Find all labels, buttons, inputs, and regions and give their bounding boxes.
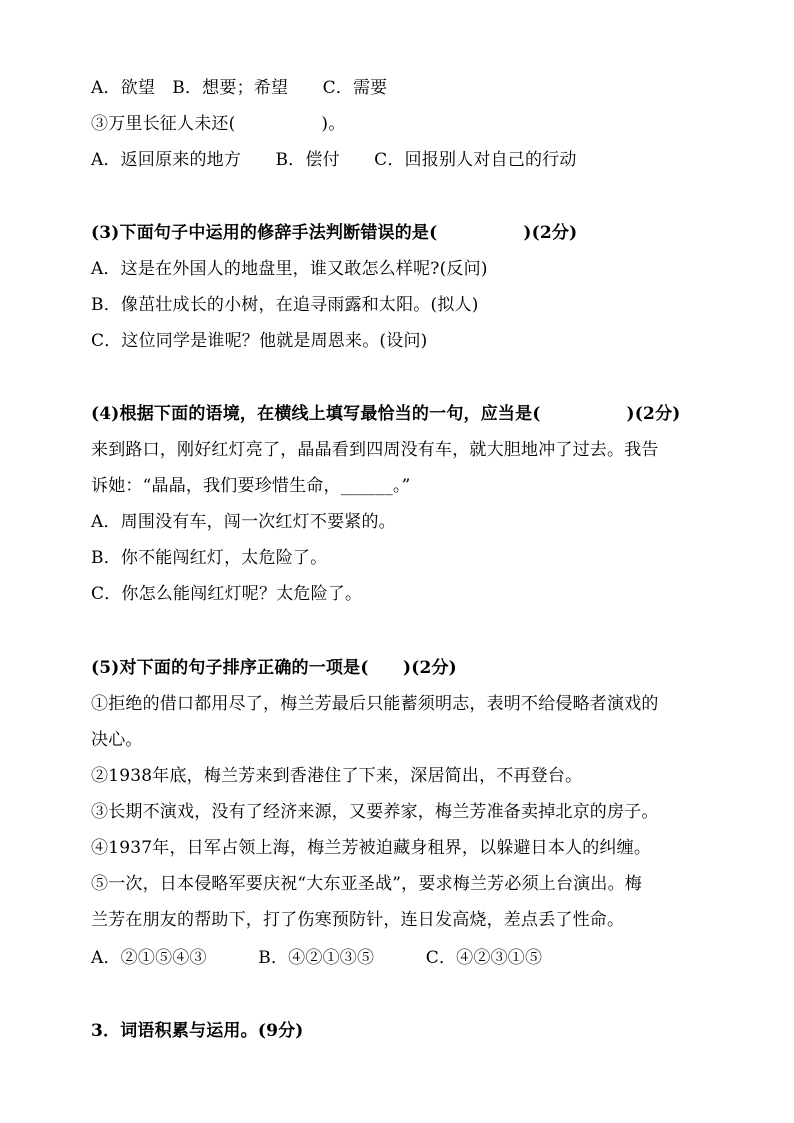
q3-option-b: B．像茁壮成长的小树，在追寻雨露和太阳。(拟人) — [91, 295, 479, 315]
q3-option-a: A．这是在外国人的地盘里，谁又敢怎么样呢?(反问) — [91, 259, 488, 279]
q2-item-3: ③万里长征人未还( )。 — [91, 114, 346, 134]
q4-option-b: B．你不能闯红灯，太危险了。 — [91, 548, 328, 568]
q5-sentence-3: ③长期不演戏，没有了经济来源，又要养家，梅兰芳准备卖掉北京的房子。 — [91, 802, 659, 822]
q4-context-line-2: 诉她：“晶晶，我们要珍惜生命，______。” — [91, 476, 411, 496]
q3-option-c: C．这位同学是谁呢？他就是周恩来。(设问) — [91, 331, 428, 351]
q4-option-c: C．你怎么能闯红灯呢？太危险了。 — [91, 584, 363, 604]
q3-heading: (3)下面句子中运用的修辞手法判断错误的是( )(2分) — [91, 223, 578, 243]
q5-sentence-4: ④1937年，日军占领上海，梅兰芳被迫藏身租界，以躲避日本人的纠缠。 — [91, 838, 652, 858]
q5-heading: (5)对下面的句子排序正确的一项是( )(2分) — [91, 658, 457, 678]
q5-options: A．②①⑤④③ B．④②①③⑤ C．④②③①⑤ — [91, 948, 543, 968]
q4-heading: (4)根据下面的语境，在横线上填写最恰当的一句，应当是( )(2分) — [91, 404, 681, 424]
q2-item-3-options: A．返回原来的地方 B．偿付 C．回报别人对自己的行动 — [91, 150, 577, 170]
q4-option-a: A．周围没有车，闯一次红灯不要紧的。 — [91, 512, 396, 532]
q5-sentence-5-line-1: ⑤一次，日本侵略军要庆祝“大东亚圣战”，要求梅兰芳必须上台演出。梅 — [91, 874, 642, 894]
q5-sentence-1-line-2: 决心。 — [91, 730, 143, 750]
q5-sentence-1-line-1: ①拒绝的借口都用尽了，梅兰芳最后只能蓄须明志，表明不给侵略者演戏的 — [91, 694, 659, 714]
section-3-heading: 3．词语积累与运用。(9分) — [91, 1021, 304, 1041]
q5-sentence-5-line-2: 兰芳在朋友的帮助下，打了伤寒预防针，连日发高烧，差点丢了性命。 — [91, 910, 625, 930]
q5-sentence-2: ②1938年底，梅兰芳来到香港住了下来，深居简出，不再登台。 — [91, 766, 583, 786]
q4-context-line-1: 来到路口，刚好红灯亮了，晶晶看到四周没有车，就大胆地冲了过去。我告 — [91, 440, 659, 460]
q2-options-line: A．欲望 B．想要；希望 C．需要 — [91, 78, 388, 98]
